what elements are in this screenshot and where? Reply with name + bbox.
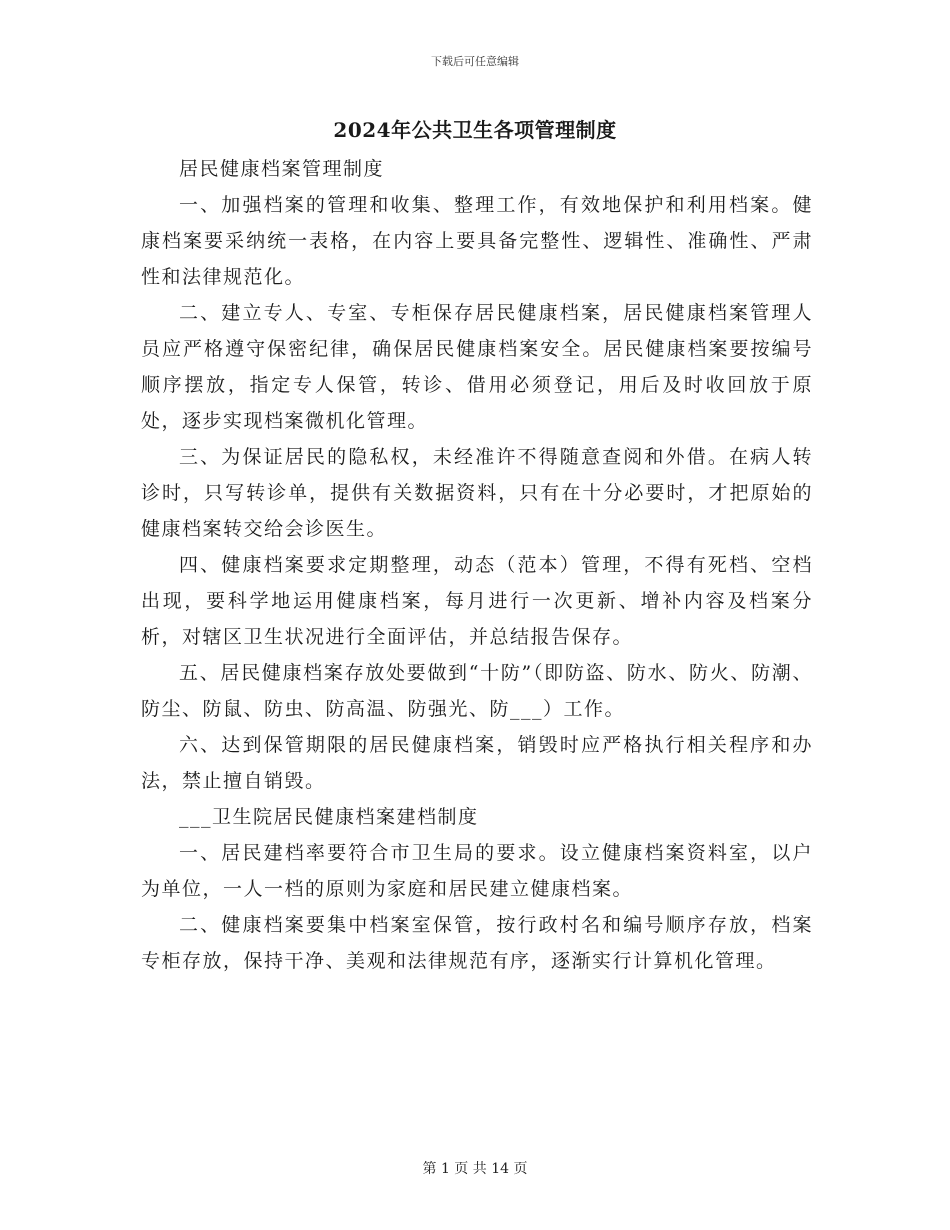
paragraph-section-heading: ___卫生院居民健康档案建档制度 (179, 806, 479, 828)
paragraph: 三、为保证居民的隐私权，未经准许不得随意查阅和外借。在病人转诊时，只写转诊单，提供有关数据资料，只有在十分必要时，才把原始的健康档案转交给会诊医生。 (141, 446, 813, 540)
page-footer: 第 1 页 共 14 页 (422, 1161, 528, 1177)
paragraph-section-heading: 居民健康档案管理制度 (179, 158, 385, 180)
paragraph: 六、达到保管期限的居民健康档案，销毁时应严格执行相关程序和办法，禁止擅自销毁。 (141, 734, 813, 792)
document-body (141, 151, 813, 979)
paragraph: 二、建立专人、专室、专柜保存居民健康档案，居民健康档案管理人员应严格遵守保密纪律，确保居民健康档案安全。居民健康档案要按编号顺序摆放，指定专人保管，转诊、借用必须登记，用后及时收回放于原处，逐步实现档案微机化管理。 (141, 302, 813, 432)
paragraph: 二、健康档案要集中档案室保管，按行政村名和编号顺序存放，档案专柜存放，保持干净、美观和法律规范有序，逐渐实行计算机化管理。 (141, 914, 813, 972)
document-title: 2024年公共卫生各项管理制度 (333, 118, 617, 142)
header-note: 下载后可任意编辑 (431, 55, 519, 68)
paragraph: 四、健康档案要求定期整理，动态（范本）管理，不得有死档、空档出现，要科学地运用健康档案，每月进行一次更新、增补内容及档案分析，对辖区卫生状况进行全面评估，并总结报告保存。 (141, 554, 813, 648)
paragraph: 一、居民建档率要符合市卫生局的要求。设立健康档案资料室，以户为单位，一人一档的原则为家庭和居民建立健康档案。 (141, 842, 813, 900)
paragraph: 五、居民健康档案存放处要做到“十防”（即防盗、防水、防火、防潮、防尘、防鼠、防虫、防高温、防强光、防___）工作。 (141, 662, 813, 720)
paragraph: 一、加强档案的管理和收集、整理工作，有效地保护和利用档案。健康档案要采纳统一表格，在内容上要具备完整性、逻辑性、准确性、严肃性和法律规范化。 (141, 194, 813, 288)
